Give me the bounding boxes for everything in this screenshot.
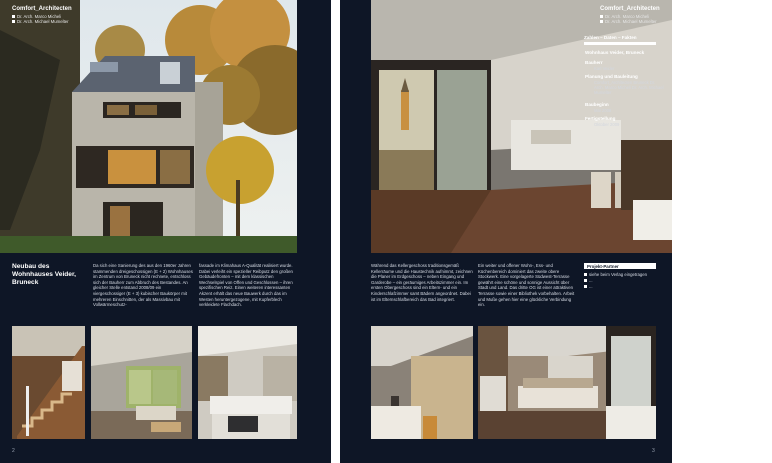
info-value: Comfort_Architecten Bruneck Dr. Arch. Marco Micheli Dr. Arch. Michael Mumelter: [594, 80, 664, 96]
left-page: [0, 0, 331, 463]
house-exterior-photo: [0, 0, 297, 253]
staircase-photo: [12, 326, 85, 439]
info-value: Karl Veider: [594, 66, 615, 71]
brand-name: Comfort_Architecten: [600, 6, 660, 12]
brand-partner-2: Dr. Arch. Michael Mumelter: [600, 19, 657, 25]
partner-header: Projekt-Partner: [587, 264, 619, 269]
bedroom-photo: [478, 326, 656, 439]
info-header: Zahlen – Daten – Fakten: [584, 35, 637, 40]
brand-partner-1: Dr. Arch. Marco Micheli: [600, 14, 649, 20]
kitchen-photo: [198, 326, 297, 439]
body-column-1: Während das Kellergeschoss traditionsgemäß Kellerräume und die Haustechnik aufnimmt, zeichnen die Planer im Erdgeschoss – neben Eingang und Garderobe – ein geräumiges Arbeitszimmer ein. Im ersten Obergeschoss sind ein Eltern- und ein Kinderschlafzimmer samt Bädern angeordnet. Dabei ist im Elternschlafbereich das Bad integriert.: [371, 263, 473, 302]
info-value: Oktober 2009: [594, 122, 620, 127]
info-label: Fertigstellung: [585, 116, 616, 121]
living-room-photo: [91, 326, 192, 439]
brand-name: Comfort_Architecten: [12, 6, 72, 12]
title-line: Wohnhauses Veider,: [12, 271, 77, 278]
info-label: Planung und Bauleitung: [585, 74, 638, 79]
partner-item: siehe beim Verlag eingetragen: [584, 272, 656, 278]
partner-item: ...: [584, 284, 656, 290]
info-project: Wohnhaus Veider, Bruneck: [585, 50, 645, 55]
info-label: Baubeginn: [585, 102, 609, 107]
brand-partner-2: Dr. Arch. Michael Mumelter: [12, 19, 69, 25]
info-header-bar: [584, 42, 656, 45]
title-line: Neubau des: [12, 263, 50, 270]
info-value: Mai 2008: [594, 108, 612, 113]
info-label: Bauherr: [585, 60, 603, 65]
page-number: 2: [12, 448, 15, 454]
body-column-2: Ein weiter und offener Wohn-, Ess- und Küchenbereich dominiert das zweite obere Stockwerk. Eine vorgelagerte Südwest-Terrasse gewährt eine schöne und sonnige Aussicht über Stadt und Land. Das dritte OG ist einer attraktiven Terrasse sowie einer Bibliothek vorbehalten. Arbeit und Muße gehen hier eine glückliche Verbindung ein.: [478, 263, 575, 308]
body-column-2: fassade im Klimahaus A-Qualität realisiert wurde. Dabei verleiht ein spezieller Reibputz den großen Gebäudefronten – mit dem klassischen Wechselspiel von Offen und Geschlossen – ihren spezifischen Reiz. Einen weiteren interessanten Akzent erhält das neue Bauwerk durch das im Westen heruntergezogene, mit Kupferblech verkleidete Flachdach.: [199, 263, 293, 308]
partner-item: ...: [584, 278, 656, 284]
page-number: 3: [652, 448, 655, 454]
title-line: Bruneck: [12, 279, 39, 286]
brand-partner-1: Dr. Arch. Marco Micheli: [12, 14, 61, 20]
body-column-1: Da sich eine Sanierung des aus den 1960er Jahren stammenden dreigeschossigen (E + 2) Wohnhauses im Zentrum von Bruneck nicht rechnete, entschloss sich der Bauherr zum Abbruch des Bestandes. An gleicher Stelle entstand 2008/09 ein viergeschossiger (E + 3) kubischer Baukörper mit mehreren Einschnitten, der als Massivbau mit Vollwärmeschutz-: [93, 263, 193, 308]
bathroom-photo: [371, 326, 473, 439]
